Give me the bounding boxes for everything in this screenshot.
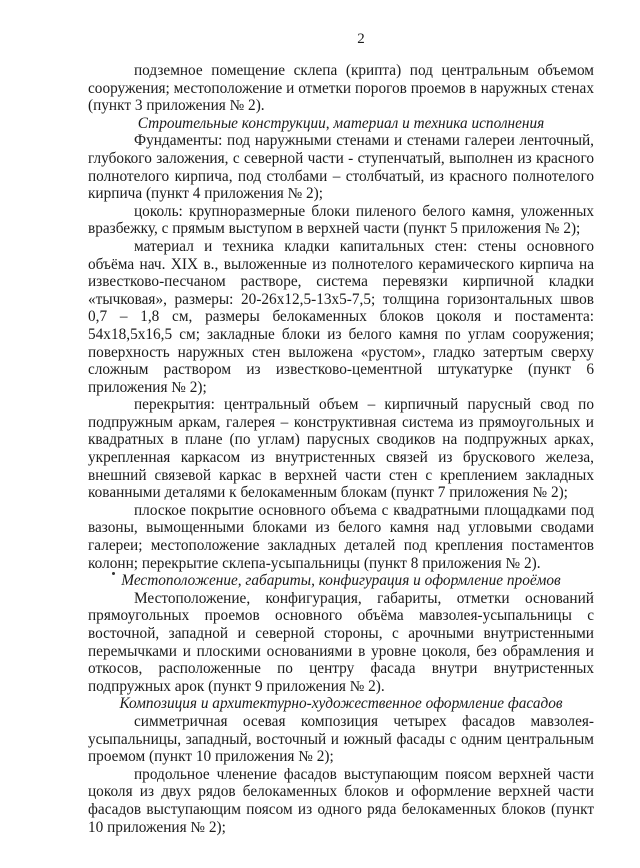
section-heading-constructions: Строительные конструкции, материал и техника исполнения (137, 114, 545, 132)
paragraph-crypt: подземное помещение склепа (крипта) под центральным объемом сооружения; местоположение и отметки порогов проемов в наружных стенах (пункт 3 приложения № 2). (88, 62, 594, 115)
section-heading-facades: Композиция и архитектурно-художественное оформление фасадов (119, 695, 563, 713)
paragraph-facade-division: продольное членение фасадов выступающим поясом верхней части цоколя из двух рядов белокаменных блоков и оформление верхней части фасадов выступающим поясом из одного ряда белокаменных блоков (пункт 10 приложения № 2); (88, 765, 594, 836)
scan-speck (112, 572, 115, 575)
paragraph-plinth: цоколь: крупноразмерные блоки пиленого белого камня, уложенных вразбежку, с прямым выступом в верхней части (пункт 5 приложения № 2); (88, 202, 594, 238)
paragraph-foundations: Фундаменты: под наружными стенами и стенами галереи ленточный, глубокого заложения, с северной части - ступенчатый, выполнен из красного полнотелого кирпича, под столбами – столбчатый, из красного полнотелого кирпича (пункт 4 приложения № 2); (88, 132, 594, 203)
paragraph-roof: плоское покрытие основного объема с квадратными площадками под вазоны, вымощенными блоками из белого камня над угловыми сводами галереи; местоположение закладных деталей под крепления постаментов колонн; перекрытие склепа-усыпальницы (пункт 8 приложения № 2). (88, 501, 594, 572)
paragraph-openings: Местоположение, конфигурация, габариты, отметки оснований прямоугольных проемов основного объёма мавзолея-усыпальницы с восточной, западной и северной стороны, с арочными внутристенными перемычками и плоскими основаниями в уровне цоколя, без обрамления и откосов, расположенные по центру фасада внутри внутристенных подпружных арок (пункт 9 приложения № 2). (88, 589, 594, 695)
paragraph-masonry: материал и техника кладки капитальных стен: стены основного объёма нач. XIX в., выложенные из полнотелого керамического кирпича на известково-песчаном растворе, система перевязки кирпичной кладки «тычковая», размеры: 20-26х12,5-13х5-7,5; толщина горизонтальных швов 0,7 – 1,8 см, размеры белокаменных блоков цоколя и постамента: 54х18,5х16,5 см; закладные блоки из белого камня по углам сооружения; поверхность наружных стен выложена «рустом», гладко затертым сверху сложным раствором из известково-цементной штукатурке (пункт 6 приложения № 2); (88, 237, 594, 396)
paragraph-composition: симметричная осевая композиция четырех фасадов мавзолея-усыпальницы, западный, восточный и южный фасады с одним центральным проемом (пункт 10 приложения № 2); (88, 712, 594, 766)
section-heading-openings: Местоположение, габариты, конфигурация и оформление проёмов (121, 572, 561, 590)
paragraph-ceilings: перекрытия: центральный объем – кирпичный парусный свод по подпружным аркам, галерея – конструктивная система из прямоугольных и квадратных в плане (по углам) парусных сводиков на подпружных арках, укрепленная каркасом из внутристенных связей из брускового железа, внешний связевой каркас в верхней части стен с креплением закладных кованными деталями к белокаменным блокам (пункт 7 приложения № 2); (88, 396, 594, 502)
page-number: 2 (357, 31, 365, 47)
